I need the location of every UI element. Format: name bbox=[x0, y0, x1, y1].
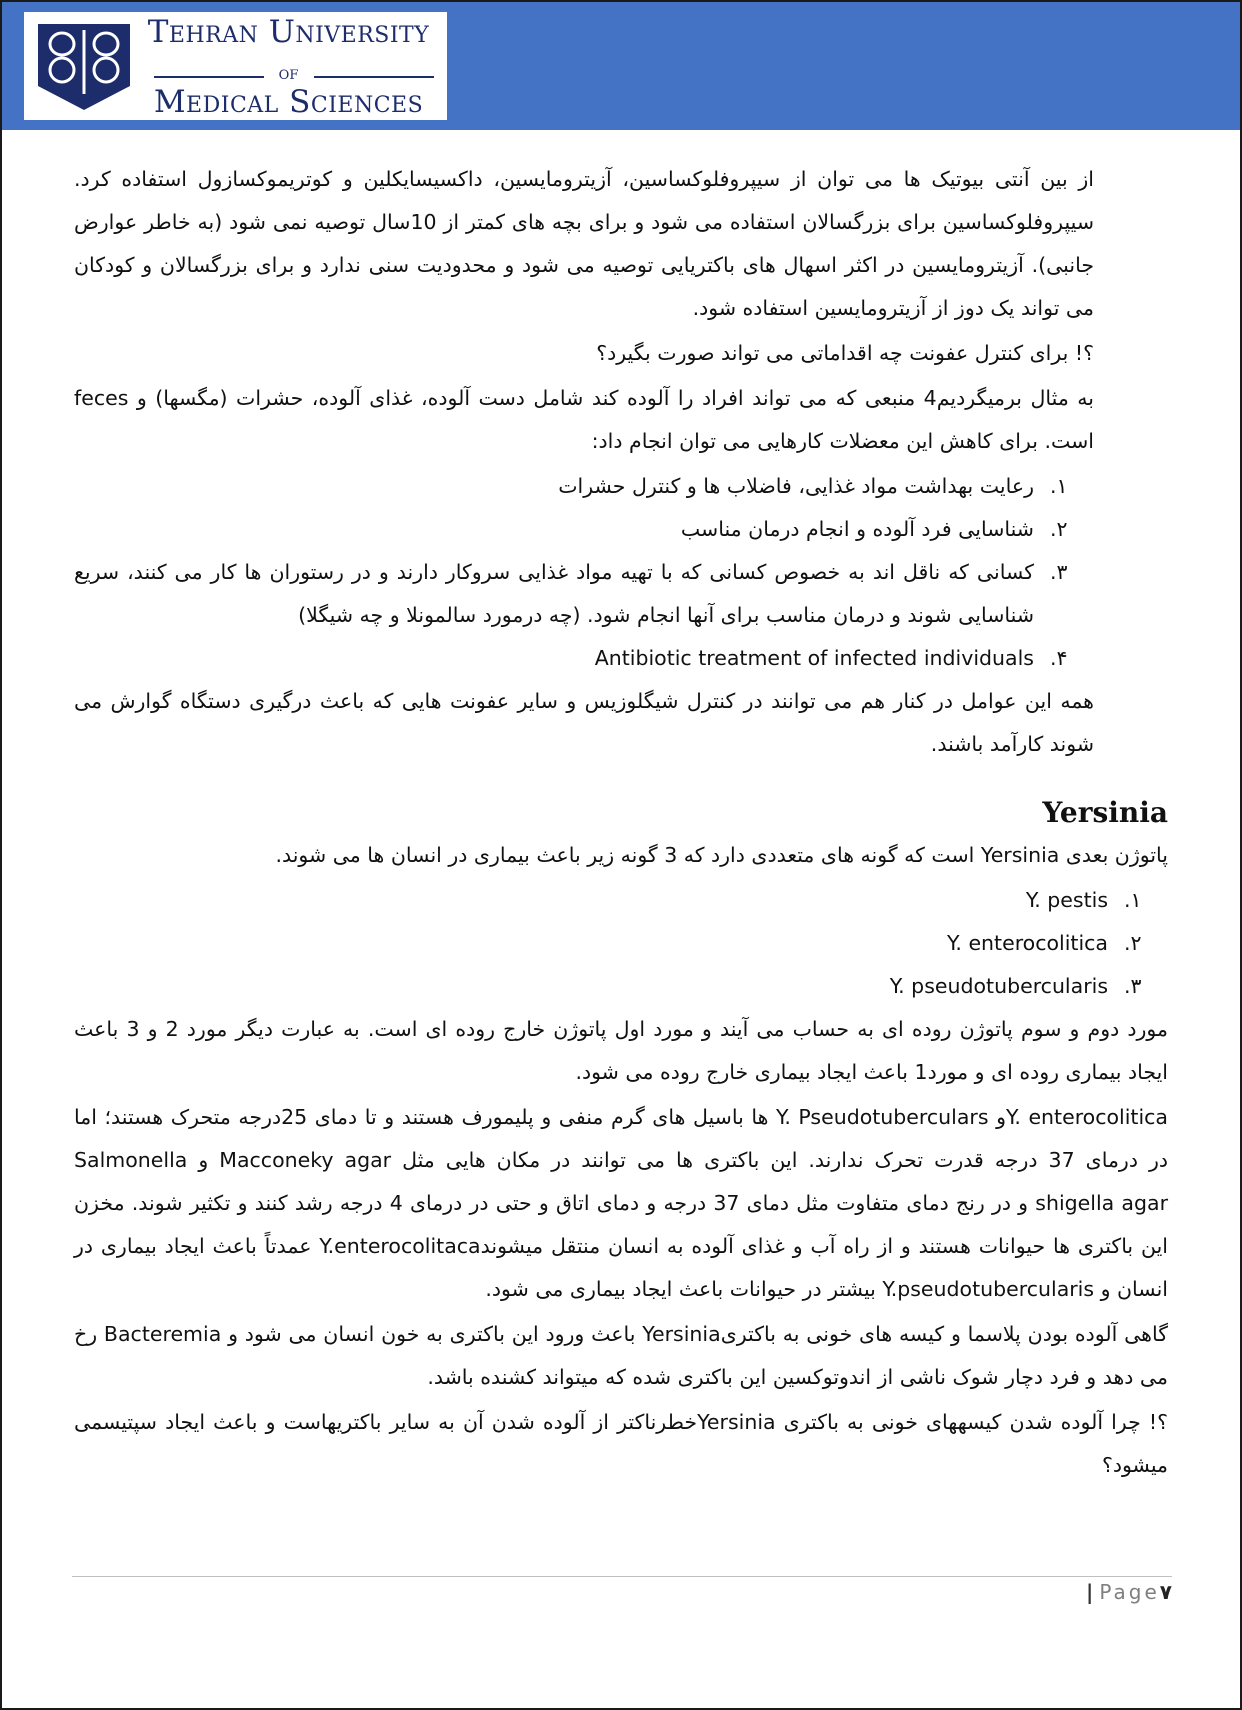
list-number: ۳. bbox=[1050, 560, 1068, 584]
bacteremia-paragraph: گاهی آلوده بودن پلاسما و کیسه های خونی به باکتریYersinia باعث ورود این باکتری به خون انسان می شود و Bacteremia رخ می دهد و فرد دچار شوک ناشی از اندوتوکسین این باکتری شده که میتواند کشنده باشد. bbox=[74, 1322, 1168, 1389]
logo-title-line1: Tehran University bbox=[147, 14, 430, 50]
page-footer bbox=[1086, 1580, 1172, 1604]
footer-divider bbox=[72, 1576, 1172, 1577]
list-item bbox=[74, 508, 1094, 551]
list-number: ۳. bbox=[1124, 974, 1142, 998]
list-item bbox=[74, 465, 1094, 508]
logo-title-line2: Medical Sciences bbox=[153, 84, 424, 120]
list-number: ۱. bbox=[1050, 474, 1068, 498]
yersinia-intro-paragraph: پاتوژن بعدی Yersinia است که گونه های متعددی دارد که 3 گونه زیر باعث بیماری در انسان ها می شوند. bbox=[275, 843, 1168, 867]
sources-paragraph: به مثال برمیگردیم4 منبعی که می تواند افراد را آلوده کند شامل دست آلوده، غذای آلوده، حشرات (مگسها) و feces است. برای کاهش این معضلات کارهایی می توان انجام داد: bbox=[74, 386, 1094, 453]
list-number: ۱. bbox=[1124, 888, 1142, 912]
control-measures-list bbox=[74, 465, 1094, 680]
university-emblem-icon bbox=[32, 20, 136, 114]
bacteria-description-paragraph: Y. enterocoliticaو Y. Pseudotuberculars ها باسیل های گرم منفی و پلیمورف هستند و تا دمای 25درجه متحرک هستند؛ اما در درمای 37 درجه قدرت تحرک ندارند. این باکتری ها می توانند در مکان هایی مثل Macconeky agar و Salmonella shigella agar و در رنج دمای متفاوت مثل دمای 37 درجه و دمای اتاق و حتی در درمای 4 درجه رشد کنند و تکثیر شوند. مخزن این باکتری ها حیوانات هستند و از راه آب و غذای آلوده به انسان منتقل میشوندY.enterocolitaca عمدتاً باعث ایجاد بیماری در انسان و Y.pseudotubercularis بیشتر در حیوانات باعث ایجاد بیماری می شود. bbox=[74, 1105, 1168, 1301]
list-number: ۲. bbox=[1050, 517, 1068, 541]
yersinia-species-list bbox=[74, 879, 1168, 1008]
list-text: Antibiotic treatment of infected individuals bbox=[594, 646, 1034, 670]
list-item bbox=[74, 637, 1094, 680]
list-item bbox=[74, 922, 1168, 965]
page-number: ۷ bbox=[1159, 1580, 1172, 1604]
body-section bbox=[74, 158, 1094, 768]
footer-separator: | bbox=[1086, 1580, 1094, 1604]
page-label: Page bbox=[1099, 1580, 1160, 1604]
septicemia-question: ؟! چرا آلوده شدن کیسههای خونی به باکتری Yersiniaخطرناکتر از آلوده شدن آن به سایر باکتریهاست و باعث ایجاد سپتیسمی میشود؟ bbox=[74, 1410, 1168, 1477]
list-text: Y. enterocolitica bbox=[947, 931, 1108, 955]
antibiotics-paragraph: از بین آنتی بیوتیک ها می توان از سیپروفلوکساسین، آزیترومایسین، داکسیسایکلین و کوتریموکسازول استفاده کرد. سیپروفلوکساسین برای بزرگسالان استفاده می شود و برای بچه های کمتر از 10سال توصیه نمی شود (به خاطر عوارض جانبی). آزیترومایسین در اکثر اسهال های باکتریایی توصیه می شود و محدودیت سنی ندارد و برای بزرگسالان و کودکان می تواند یک دوز از آزیترومایسین استفاده شود. bbox=[74, 167, 1094, 320]
list-text: کسانی که ناقل اند به خصوص کسانی که با تهیه مواد غذایی سروکار دارند و در رستوران ها کار می کنند، سریع شناسایی شوند و درمان مناسب برای آنها انجام شود. (چه درمورد سالمونلا و چه شیگلا) bbox=[74, 560, 1034, 627]
list-text: رعایت بهداشت مواد غذایی، فاضلاب ها و کنترل حشرات bbox=[558, 474, 1034, 498]
list-item bbox=[74, 551, 1094, 637]
summary-paragraph: همه این عوامل در کنار هم می توانند در کنترل شیگلوزیس و سایر عفونت هایی که باعث درگیری دستگاه گوارش می شوند کارآمد باشند. bbox=[74, 689, 1094, 756]
list-text: Y. pseudotubercularis bbox=[889, 974, 1108, 998]
logo-title-of: of bbox=[278, 62, 299, 84]
list-text: شناسایی فرد آلوده و انجام درمان مناسب bbox=[680, 517, 1034, 541]
yersinia-section bbox=[74, 792, 1168, 1489]
list-number: ۴. bbox=[1050, 646, 1068, 670]
infection-control-question: ؟! برای کنترل عفونت چه اقداماتی می تواند صورت بگیرد؟ bbox=[596, 341, 1094, 365]
pathogen-types-paragraph: مورد دوم و سوم پاتوژن روده ای به حساب می آیند و مورد اول پاتوژن خارج روده ای است. به عبارت دیگر مورد 2 و 3 باعث ایجاد بیماری روده ای و مورد1 باعث ایجاد بیماری خارج روده می شود. bbox=[74, 1017, 1168, 1084]
logo-rule-right bbox=[314, 76, 434, 78]
list-item bbox=[74, 965, 1168, 1008]
university-logo bbox=[24, 12, 447, 120]
section-heading: Yersinia bbox=[1042, 796, 1168, 829]
list-text: Y. pestis bbox=[1025, 888, 1108, 912]
list-item bbox=[74, 879, 1168, 922]
list-number: ۲. bbox=[1124, 931, 1142, 955]
